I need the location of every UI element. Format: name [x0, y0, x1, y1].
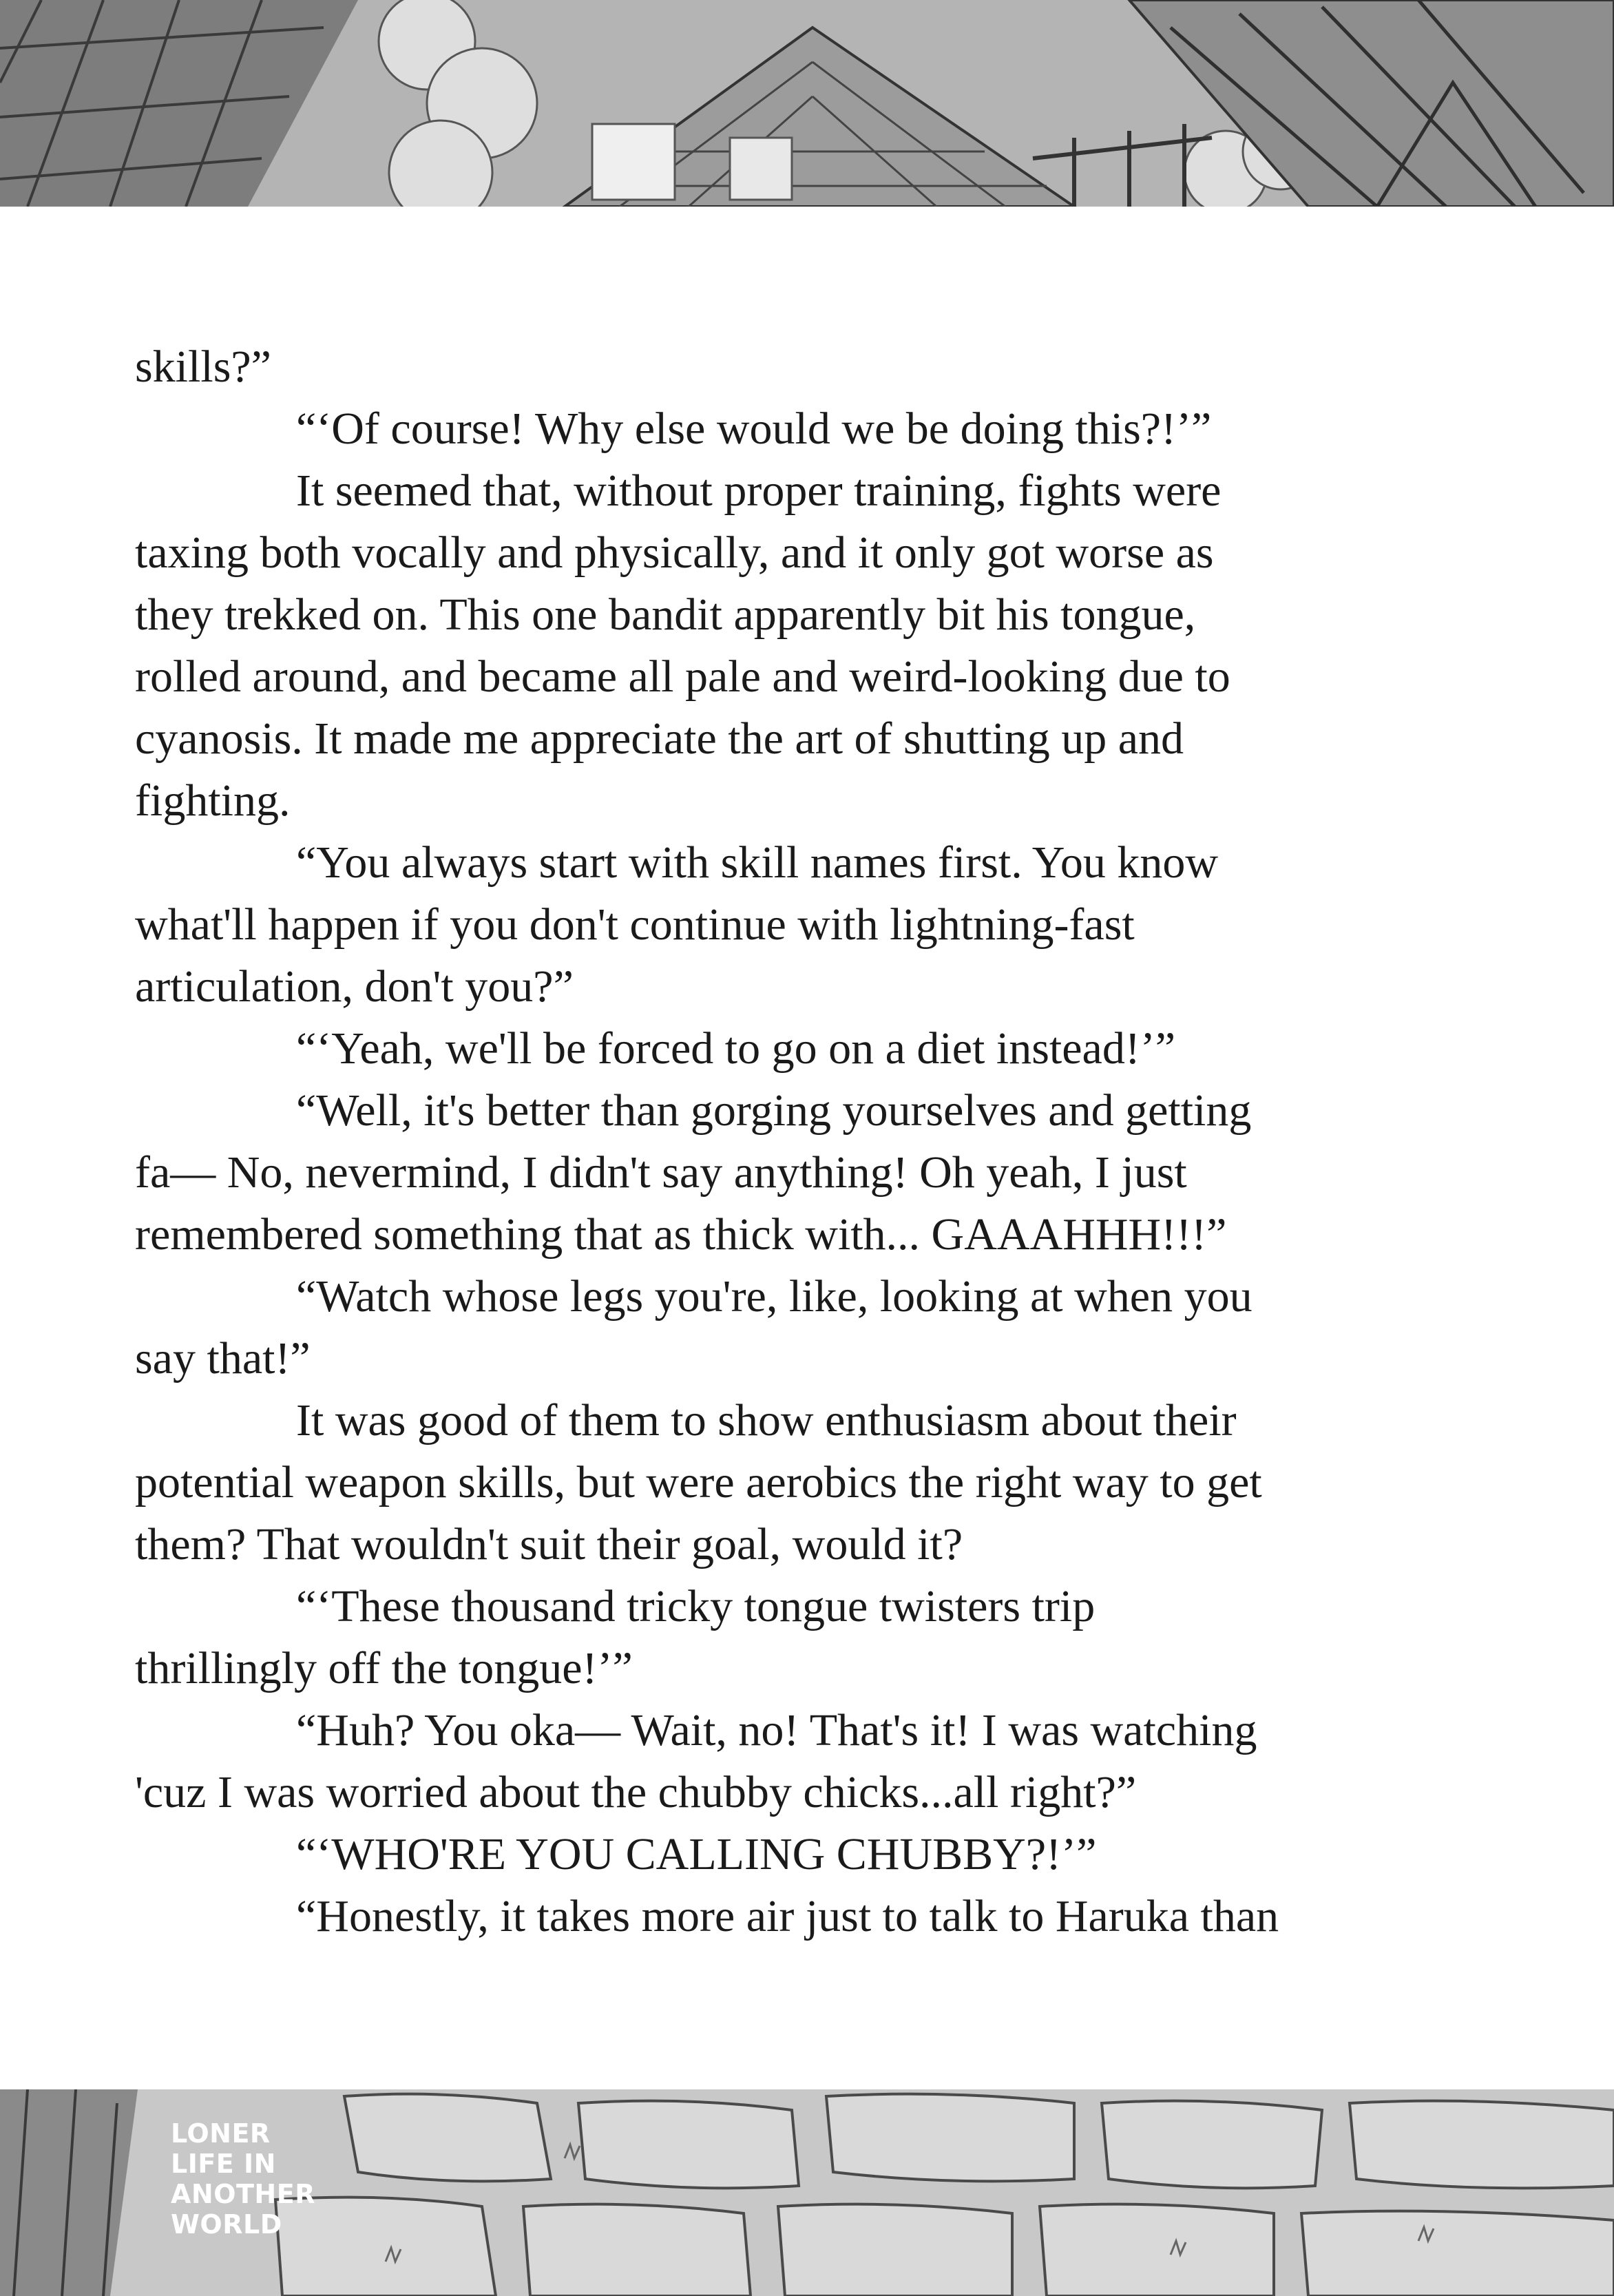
logo-line: WORLD — [171, 2209, 282, 2240]
paragraph-7 — [135, 1266, 1485, 1390]
paragraph-3 — [135, 460, 1485, 832]
text-line: “‘Of course! Why else would we be doing this?!’” — [296, 404, 1212, 454]
text-line: thrillingly off the tongue!’” — [135, 1643, 633, 1693]
text-line: “‘WHO'RE YOU CALLING CHUBBY?!’” — [296, 1829, 1097, 1879]
text-line: articulation, don't you?” — [135, 961, 574, 1012]
text-line: “Honestly, it takes more air just to talk to Haruka than — [296, 1891, 1279, 1941]
text-line: fa— No, nevermind, I didn't say anything! Oh yeah, I just — [135, 1147, 1187, 1198]
paragraph-2 — [135, 398, 1485, 460]
text-line: potential weapon skills, but were aerobics the right way to get — [135, 1457, 1262, 1507]
logo-line: LIFE IN — [171, 2149, 276, 2179]
text-line: It seemed that, without proper training, fights were — [296, 466, 1222, 516]
text-line: cyanosis. It made me appreciate the art of shutting up and — [135, 713, 1184, 764]
paragraph-11 — [135, 1824, 1485, 1886]
text-line: what'll happen if you don't continue with lightning-fast — [135, 899, 1135, 950]
text-line: “‘These thousand tricky tongue twisters trip — [296, 1581, 1096, 1631]
text-line: taxing both vocally and physically, and it only got worse as — [135, 528, 1214, 578]
text-line: they trekked on. This one bandit apparently bit his tongue, — [135, 589, 1196, 640]
text-line: It was good of them to show enthusiasm about their — [296, 1395, 1237, 1446]
body-text — [135, 336, 1485, 1948]
text-line: remembered something that as thick with... GAAAHHH!!!” — [135, 1209, 1227, 1260]
text-line: “Huh? You oka— Wait, no! That's it! I was watching — [296, 1705, 1257, 1755]
paragraph-1 — [135, 336, 1485, 398]
paragraph-8 — [135, 1390, 1485, 1576]
text-line: say that!” — [135, 1333, 311, 1384]
paragraph-6 — [135, 1080, 1485, 1266]
paragraph-5 — [135, 1018, 1485, 1080]
paragraph-10 — [135, 1700, 1485, 1824]
text-line: “Well, it's better than gorging yourselves and getting — [296, 1085, 1252, 1136]
village-rooftops-illustration — [0, 0, 1614, 207]
text-line: skills?” — [135, 342, 271, 392]
paragraph-4 — [135, 832, 1485, 1018]
text-line: rolled around, and became all pale and weird-looking due to — [135, 651, 1230, 702]
text-line: them? That wouldn't suit their goal, would it? — [135, 1519, 963, 1569]
paragraph-12 — [135, 1886, 1485, 1948]
logo-line: ANOTHER — [171, 2179, 315, 2209]
series-logo — [171, 2118, 336, 2240]
top-illustration — [0, 0, 1614, 207]
text-line: “Watch whose legs you're, like, looking at when you — [296, 1271, 1253, 1322]
text-line: “You always start with skill names first. You know — [296, 837, 1218, 888]
text-line: fighting. — [135, 775, 291, 826]
text-line: 'cuz I was worried about the chubby chicks...all right?” — [135, 1767, 1137, 1817]
logo-line: LONER — [171, 2118, 271, 2149]
paragraph-9 — [135, 1576, 1485, 1700]
text-line: “‘Yeah, we'll be forced to go on a diet instead!’” — [296, 1023, 1176, 1074]
